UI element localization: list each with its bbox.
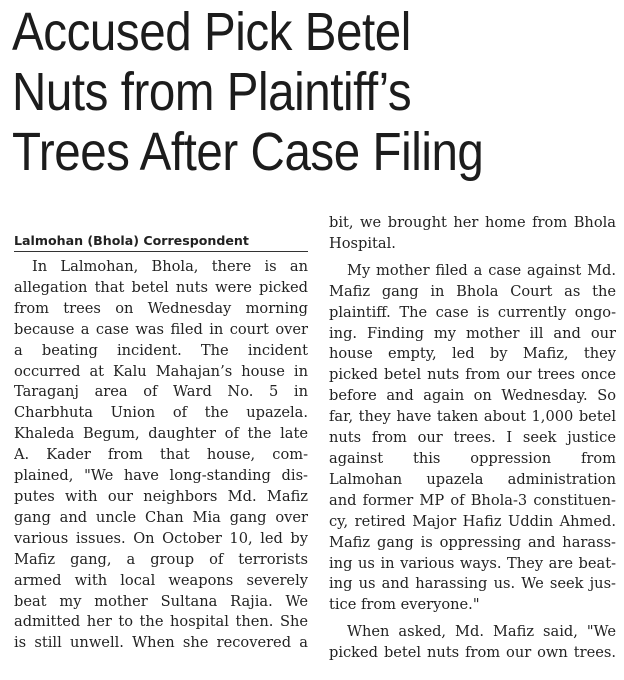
text-line: admitted her to the hospital then. She <box>14 613 308 631</box>
text-line: ing. Finding my mother ill and our <box>329 324 616 342</box>
text-line: before and again on Wednesday. So <box>329 387 616 405</box>
text-line: cy, retired Major Hafiz Uddin Ahmed. <box>329 512 616 530</box>
text-line: Lalmohan upazela administration <box>329 470 616 488</box>
text-line: nuts from our trees. I seek justice <box>329 429 616 447</box>
text-line: far, they have taken about 1,000 betel <box>329 408 616 426</box>
headline-line: Nuts from Plaintiff’s <box>12 62 412 122</box>
headline-line: Trees After Case Filing <box>12 122 484 182</box>
text-line: When asked, Md. Mafiz said, "We <box>347 623 616 641</box>
text-line: house empty, led by Mafiz, they <box>329 345 616 363</box>
text-line: ing us and harassing us. We seek jus- <box>329 575 616 593</box>
text-line: Taraganj area of Ward No. 5 in <box>14 383 308 401</box>
text-line: gang and uncle Chan Mia gang over <box>14 508 308 526</box>
text-line: tice from everyone." <box>329 596 480 614</box>
text-line: occurred at Kalu Mahajan’s house in <box>14 362 308 380</box>
headline-line: Accused Pick Betel <box>12 2 411 62</box>
text-line: Mafiz gang, a group of terrorists <box>14 550 308 568</box>
text-line: In Lalmohan, Bhola, there is an <box>32 258 308 275</box>
text-line: plained, "We have long-standing dis- <box>14 467 308 485</box>
text-line: armed with local weapons severely <box>14 571 308 589</box>
text-line: because a case was filed in court over <box>14 320 308 338</box>
text-line: picked betel nuts from our trees once <box>329 366 616 384</box>
text-line: a beating incident. The incident <box>14 341 308 359</box>
text-line: Khaleda Begum, daughter of the late <box>14 425 308 443</box>
text-line: putes with our neighbors Md. Mafiz <box>14 487 308 505</box>
text-line: is still unwell. When she recovered a <box>14 634 308 652</box>
text-line: from trees on Wednesday morning <box>14 299 308 317</box>
text-line: bit, we brought her home from Bhola <box>329 214 616 231</box>
text-line: Mafiz gang in Bhola Court as the <box>329 282 616 300</box>
text-line: beat my mother Sultana Rajia. We <box>14 592 308 610</box>
right-column <box>329 213 616 664</box>
headline <box>12 2 540 182</box>
left-column <box>14 257 308 654</box>
text-line: My mother filed a case against Md. <box>347 261 616 279</box>
text-line: against this oppression from <box>329 449 616 467</box>
byline: Lalmohan (Bhola) Correspondent <box>14 232 308 252</box>
text-line: A. Kader from that house, com- <box>14 446 308 464</box>
text-line: picked betel nuts from our own trees. <box>329 644 616 662</box>
text-line: ing us in various ways. They are beat- <box>329 554 616 572</box>
text-line: Hospital. <box>329 234 396 252</box>
text-line: and former MP of Bhola-3 constituen- <box>329 491 616 509</box>
text-line: various issues. On October 10, led by <box>14 529 308 547</box>
text-line: plaintiff. The case is currently ongo- <box>329 303 616 321</box>
text-line: Mafiz gang is oppressing and harass- <box>329 533 616 551</box>
text-line: Charbhuta Union of the upazela. <box>14 404 308 422</box>
text-line: allegation that betel nuts were picked <box>14 278 308 296</box>
